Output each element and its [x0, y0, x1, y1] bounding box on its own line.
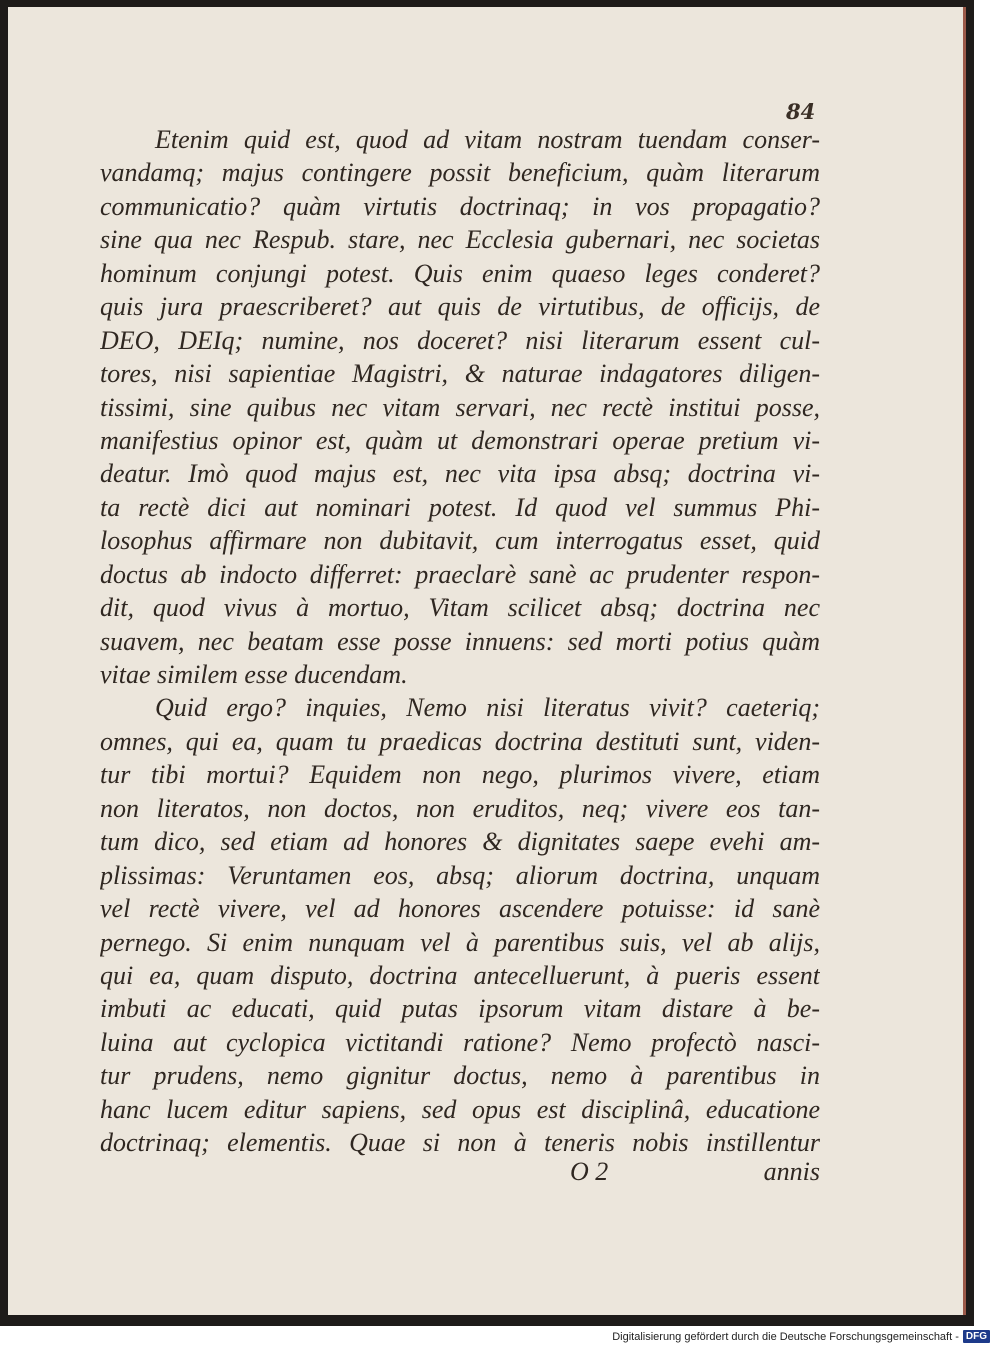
text-line: luina aut cyclopica victitandi ratione? Nemo profectò nasci- — [100, 1027, 820, 1057]
text-line: losophus affirmare non dubitavit, cum interrogatus esset, quid — [100, 526, 820, 556]
text-line: DEO, DEIq; numine, nos doceret? nisi literarum essent cul- — [100, 325, 820, 355]
text-line: Quid ergo? inquies, Nemo nisi literatus vivit? caeteriq; — [155, 693, 820, 723]
text-line: omnes, qui ea, quam tu praedicas doctrina destituti sunt, viden- — [100, 726, 820, 756]
text-line: doctus ab indocto differret: praeclarè sanè ac prudenter respon- — [100, 559, 820, 589]
text-line: dit, quod vivus à mortuo, Vitam scilicet absq; doctrina nec — [100, 593, 820, 623]
text-line: pernego. Si enim nunquam vel à parentibus suis, vel ab alijs, — [100, 927, 820, 957]
text-line: suavem, nec beatam esse posse innuens: sed morti potius quàm — [100, 626, 820, 656]
text-line: Etenim quid est, quod ad vitam nostram tuendam conser- — [155, 125, 820, 154]
text-line: deatur. Imò quod majus est, nec vita ipsa absq; doctrina vi- — [100, 459, 820, 489]
dfg-logo-icon: DFG — [963, 1330, 990, 1343]
text-line: qui ea, quam disputo, doctrina antecelluerunt, à pueris essent — [100, 960, 820, 990]
text-line: vel rectè vivere, vel ad honores ascendere potuisse: id sanè — [100, 894, 820, 924]
text-line: imbuti ac educati, quid putas ipsorum vitam distare à be- — [100, 994, 820, 1024]
text-line: doctrinaq; elementis. Quae si non à teneris nobis instillentur — [100, 1128, 820, 1158]
signature-mark: O 2 — [570, 1157, 609, 1186]
text-line: tum dico, sed etiam ad honores & dignitates saepe evehi am- — [100, 827, 820, 857]
page-bottom-marks — [100, 1157, 820, 1189]
text-line: tissimi, sine quibus nec vitam servari, nec rectè institui posse, — [100, 392, 820, 422]
text-line: hominum conjungi potest. Quis enim quaeso leges conderet? — [100, 258, 820, 288]
book-page — [8, 7, 966, 1315]
text-line: non literatos, non doctos, non eruditos, neq; vivere eos tan- — [100, 793, 820, 823]
text-line: communicatio? quàm virtutis doctrinaq; in vos propagatio? — [100, 191, 820, 221]
text-line: tur tibi mortui? Equidem non nego, plurimos vivere, etiam — [100, 760, 820, 790]
text-line: quis jura praescriberet? aut quis de virtutibus, de officijs, de — [100, 292, 820, 322]
text-line: manifestius opinor est, quàm ut demonstrari operae pretium vi- — [100, 425, 820, 455]
text-line: hanc lucem editur sapiens, sed opus est disciplinâ, educatione — [100, 1094, 820, 1124]
text-line: plissimas: Veruntamen eos, absq; aliorum doctrina, unquam — [100, 860, 820, 890]
text-line: vitae similem esse ducendam. — [100, 660, 408, 689]
text-line: tur prudens, nemo gignitur doctus, nemo à parentibus in — [100, 1061, 820, 1091]
text-line: vandamq; majus contingere possit beneficium, quàm literarum — [100, 158, 820, 188]
text-line: tores, nisi sapientiae Magistri, & naturae indagatores diligen- — [100, 359, 820, 389]
text-line: ta rectè dici aut nominari potest. Id quod vel summus Phi- — [100, 492, 820, 522]
page-body-text — [100, 123, 820, 1160]
text-line: sine qua nec Respub. stare, nec Ecclesia gubernari, nec societas — [100, 225, 820, 255]
page-number: 84 — [786, 99, 816, 124]
digitization-credit — [612, 1330, 990, 1343]
credit-text: Digitalisierung gefördert durch die Deutsche Forschungsgemeinschaft - — [612, 1330, 959, 1343]
catchword: annis — [763, 1157, 820, 1186]
